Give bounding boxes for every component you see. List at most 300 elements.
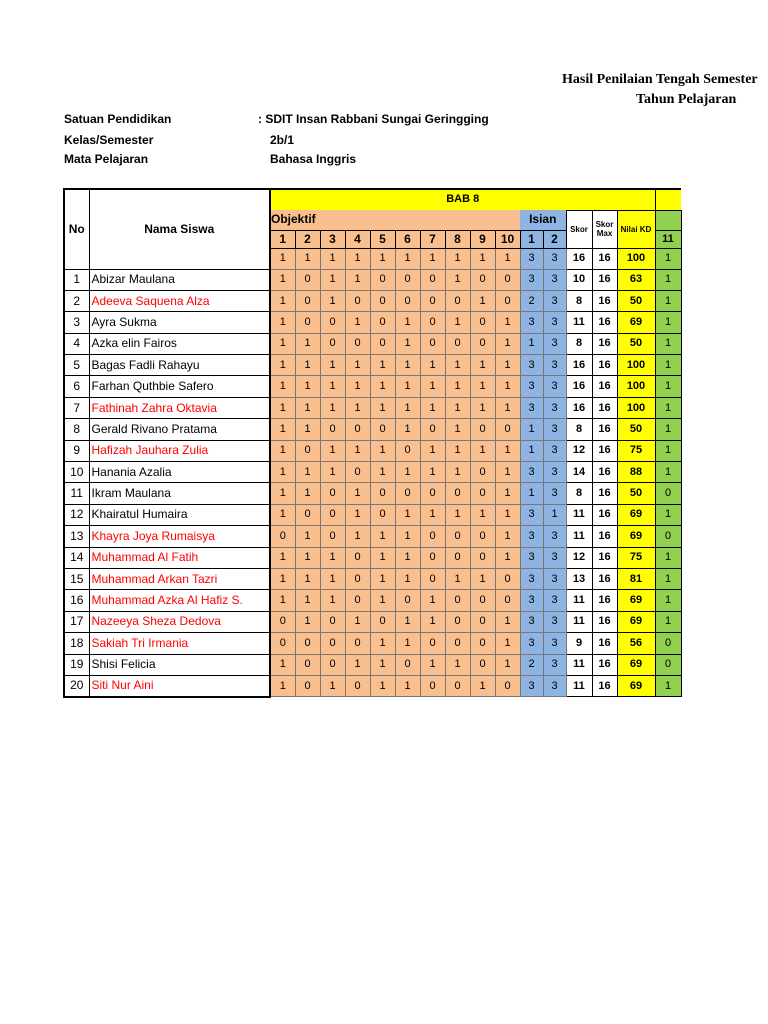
objektif-number: 2 bbox=[295, 230, 320, 248]
skor-total: 10 bbox=[566, 269, 592, 290]
objektif-score: 1 bbox=[345, 269, 370, 290]
extra-score: 1 bbox=[655, 333, 681, 354]
objektif-score: 0 bbox=[445, 290, 470, 311]
objektif-score: 0 bbox=[420, 419, 445, 440]
table-row bbox=[64, 654, 681, 675]
objektif-score: 1 bbox=[370, 654, 395, 675]
extra-score: 1 bbox=[655, 675, 681, 696]
objektif-score: 1 bbox=[370, 355, 395, 376]
header-extra-top bbox=[655, 210, 681, 230]
skor-max: 16 bbox=[592, 590, 617, 611]
isian-score: 3 bbox=[543, 462, 566, 483]
objektif-score: 0 bbox=[470, 526, 495, 547]
extra-score: 1 bbox=[655, 376, 681, 397]
key-objektif-cell: 1 bbox=[345, 248, 370, 269]
objektif-score: 0 bbox=[295, 312, 320, 333]
skor-total: 11 bbox=[566, 526, 592, 547]
skor-total: 8 bbox=[566, 419, 592, 440]
objektif-score: 1 bbox=[420, 440, 445, 461]
nilai-kd: 69 bbox=[617, 675, 655, 696]
objektif-score: 1 bbox=[470, 675, 495, 696]
nilai-kd: 75 bbox=[617, 547, 655, 568]
objektif-score: 1 bbox=[470, 355, 495, 376]
student-no: 5 bbox=[64, 355, 89, 376]
objektif-score: 0 bbox=[470, 419, 495, 440]
key-objektif-cell: 1 bbox=[420, 248, 445, 269]
objektif-score: 1 bbox=[470, 376, 495, 397]
objektif-score: 1 bbox=[295, 526, 320, 547]
student-no: 20 bbox=[64, 675, 89, 696]
objektif-score: 1 bbox=[270, 269, 295, 290]
student-name: Gerald Rivano Pratama bbox=[89, 419, 270, 440]
objektif-score: 1 bbox=[370, 590, 395, 611]
objektif-score: 1 bbox=[395, 504, 420, 525]
objektif-score: 1 bbox=[270, 675, 295, 696]
isian-number: 2 bbox=[543, 230, 566, 248]
objektif-score: 1 bbox=[320, 590, 345, 611]
skor-max: 16 bbox=[592, 333, 617, 354]
key-objektif-cell: 1 bbox=[370, 248, 395, 269]
objektif-score: 0 bbox=[320, 504, 345, 525]
table-row bbox=[64, 397, 681, 418]
header-skor-max: Skor Max bbox=[592, 210, 617, 248]
table-row bbox=[64, 440, 681, 461]
isian-score: 3 bbox=[520, 504, 543, 525]
objektif-score: 0 bbox=[295, 290, 320, 311]
objektif-score: 1 bbox=[495, 312, 520, 333]
info-label-school: Satuan Pendidikan bbox=[64, 112, 172, 126]
table-row bbox=[64, 547, 681, 568]
objektif-score: 1 bbox=[345, 611, 370, 632]
objektif-score: 1 bbox=[495, 504, 520, 525]
objektif-score: 1 bbox=[395, 568, 420, 589]
objektif-score: 0 bbox=[370, 504, 395, 525]
student-no: 6 bbox=[64, 376, 89, 397]
student-no: 1 bbox=[64, 269, 89, 290]
objektif-score: 1 bbox=[495, 526, 520, 547]
header-no: No bbox=[64, 189, 89, 269]
objektif-score: 0 bbox=[420, 547, 445, 568]
isian-score: 3 bbox=[543, 269, 566, 290]
header-isian: Isian bbox=[520, 210, 566, 230]
objektif-score: 1 bbox=[445, 269, 470, 290]
objektif-score: 1 bbox=[345, 654, 370, 675]
objektif-score: 1 bbox=[395, 333, 420, 354]
student-no: 12 bbox=[64, 504, 89, 525]
objektif-score: 0 bbox=[495, 290, 520, 311]
student-name: Ayra Sukma bbox=[89, 312, 270, 333]
isian-score: 2 bbox=[520, 654, 543, 675]
objektif-score: 1 bbox=[295, 462, 320, 483]
objektif-score: 1 bbox=[320, 290, 345, 311]
objektif-score: 1 bbox=[495, 547, 520, 568]
objektif-score: 1 bbox=[270, 504, 295, 525]
objektif-score: 0 bbox=[470, 611, 495, 632]
objektif-score: 1 bbox=[270, 590, 295, 611]
objektif-score: 1 bbox=[470, 440, 495, 461]
isian-score: 3 bbox=[543, 611, 566, 632]
objektif-score: 1 bbox=[445, 568, 470, 589]
objektif-score: 1 bbox=[395, 419, 420, 440]
objektif-score: 1 bbox=[495, 654, 520, 675]
header-skor: Skor bbox=[566, 210, 592, 248]
student-no: 7 bbox=[64, 397, 89, 418]
extra-score: 1 bbox=[655, 312, 681, 333]
table-row bbox=[64, 419, 681, 440]
objektif-score: 0 bbox=[345, 633, 370, 654]
objektif-score: 0 bbox=[320, 419, 345, 440]
student-no: 9 bbox=[64, 440, 89, 461]
objektif-score: 0 bbox=[470, 269, 495, 290]
objektif-score: 1 bbox=[370, 376, 395, 397]
objektif-score: 1 bbox=[420, 590, 445, 611]
objektif-score: 0 bbox=[495, 419, 520, 440]
extra-score: 0 bbox=[655, 483, 681, 504]
extra-score: 1 bbox=[655, 440, 681, 461]
report-title: Hasil Penilaian Tengah Semester bbox=[562, 72, 758, 87]
extra-score: 1 bbox=[655, 269, 681, 290]
objektif-score: 1 bbox=[320, 269, 345, 290]
objektif-score: 0 bbox=[345, 333, 370, 354]
objektif-score: 1 bbox=[495, 611, 520, 632]
key-objektif-cell: 1 bbox=[470, 248, 495, 269]
objektif-score: 1 bbox=[270, 440, 295, 461]
objektif-score: 0 bbox=[370, 290, 395, 311]
objektif-score: 1 bbox=[395, 312, 420, 333]
objektif-score: 0 bbox=[420, 526, 445, 547]
skor-max: 16 bbox=[592, 526, 617, 547]
objektif-score: 1 bbox=[495, 333, 520, 354]
objektif-score: 1 bbox=[495, 397, 520, 418]
isian-score: 3 bbox=[520, 376, 543, 397]
student-no: 16 bbox=[64, 590, 89, 611]
objektif-score: 0 bbox=[320, 654, 345, 675]
isian-score: 1 bbox=[520, 419, 543, 440]
objektif-score: 1 bbox=[295, 419, 320, 440]
header-bab-extra bbox=[655, 189, 681, 210]
student-name: Bagas Fadli Rahayu bbox=[89, 355, 270, 376]
objektif-score: 1 bbox=[420, 462, 445, 483]
info-label-subject: Mata Pelajaran bbox=[64, 152, 149, 166]
objektif-score: 1 bbox=[345, 483, 370, 504]
student-no: 3 bbox=[64, 312, 89, 333]
key-objektif-cell: 1 bbox=[320, 248, 345, 269]
isian-score: 3 bbox=[520, 269, 543, 290]
skor-max: 16 bbox=[592, 290, 617, 311]
objektif-score: 1 bbox=[320, 397, 345, 418]
extra-score: 0 bbox=[655, 654, 681, 675]
objektif-score: 0 bbox=[470, 333, 495, 354]
student-no: 17 bbox=[64, 611, 89, 632]
nilai-kd: 100 bbox=[617, 355, 655, 376]
objektif-score: 1 bbox=[345, 355, 370, 376]
objektif-score: 0 bbox=[495, 568, 520, 589]
student-name: Muhammad Azka Al Hafiz S. bbox=[89, 590, 270, 611]
objektif-score: 1 bbox=[345, 376, 370, 397]
student-name: Shisi Felicia bbox=[89, 654, 270, 675]
isian-score: 3 bbox=[520, 568, 543, 589]
key-extra: 1 bbox=[655, 248, 681, 269]
skor-max: 16 bbox=[592, 568, 617, 589]
objektif-score: 1 bbox=[295, 568, 320, 589]
student-no: 15 bbox=[64, 568, 89, 589]
objektif-score: 1 bbox=[270, 376, 295, 397]
objektif-score: 1 bbox=[270, 568, 295, 589]
info-value-subject: Bahasa Inggris bbox=[270, 152, 357, 166]
objektif-score: 1 bbox=[295, 376, 320, 397]
student-name: Muhammad Arkan Tazri bbox=[89, 568, 270, 589]
table-row bbox=[64, 483, 681, 504]
student-no: 13 bbox=[64, 526, 89, 547]
nilai-kd: 50 bbox=[617, 483, 655, 504]
grade-table bbox=[63, 188, 682, 698]
skor-max: 16 bbox=[592, 376, 617, 397]
objektif-score: 1 bbox=[295, 483, 320, 504]
objektif-score: 0 bbox=[445, 333, 470, 354]
objektif-score: 0 bbox=[445, 611, 470, 632]
objektif-score: 0 bbox=[295, 269, 320, 290]
objektif-score: 1 bbox=[395, 526, 420, 547]
objektif-number: 4 bbox=[345, 230, 370, 248]
student-no: 11 bbox=[64, 483, 89, 504]
skor-max: 16 bbox=[592, 547, 617, 568]
objektif-score: 0 bbox=[320, 312, 345, 333]
objektif-score: 1 bbox=[270, 355, 295, 376]
objektif-score: 0 bbox=[395, 290, 420, 311]
objektif-score: 1 bbox=[295, 611, 320, 632]
extra-score: 1 bbox=[655, 611, 681, 632]
objektif-score: 0 bbox=[320, 526, 345, 547]
extra-score: 1 bbox=[655, 419, 681, 440]
objektif-score: 1 bbox=[270, 654, 295, 675]
table-row bbox=[64, 504, 681, 525]
objektif-score: 1 bbox=[470, 290, 495, 311]
objektif-score: 1 bbox=[345, 440, 370, 461]
skor-total: 11 bbox=[566, 675, 592, 696]
objektif-number: 10 bbox=[495, 230, 520, 248]
objektif-score: 0 bbox=[345, 590, 370, 611]
objektif-score: 0 bbox=[445, 633, 470, 654]
objektif-score: 1 bbox=[395, 611, 420, 632]
isian-score: 3 bbox=[543, 419, 566, 440]
table-row bbox=[64, 568, 681, 589]
objektif-score: 1 bbox=[495, 376, 520, 397]
objektif-score: 1 bbox=[320, 376, 345, 397]
objektif-score: 1 bbox=[320, 462, 345, 483]
nilai-kd: 88 bbox=[617, 462, 655, 483]
objektif-score: 0 bbox=[420, 333, 445, 354]
skor-total: 11 bbox=[566, 611, 592, 632]
key-objektif-cell: 1 bbox=[445, 248, 470, 269]
objektif-score: 1 bbox=[495, 355, 520, 376]
skor-max: 16 bbox=[592, 462, 617, 483]
student-name: Muhammad Al Fatih bbox=[89, 547, 270, 568]
isian-score: 3 bbox=[543, 376, 566, 397]
objektif-score: 1 bbox=[470, 397, 495, 418]
skor-total: 11 bbox=[566, 312, 592, 333]
key-skor-max: 16 bbox=[592, 248, 617, 269]
extra-score: 0 bbox=[655, 633, 681, 654]
objektif-score: 1 bbox=[345, 504, 370, 525]
objektif-score: 1 bbox=[370, 633, 395, 654]
table-row bbox=[64, 333, 681, 354]
objektif-score: 0 bbox=[395, 483, 420, 504]
objektif-score: 1 bbox=[420, 355, 445, 376]
objektif-score: 0 bbox=[470, 590, 495, 611]
objektif-score: 1 bbox=[295, 333, 320, 354]
objektif-score: 0 bbox=[345, 675, 370, 696]
isian-score: 3 bbox=[520, 590, 543, 611]
objektif-score: 1 bbox=[395, 547, 420, 568]
objektif-score: 1 bbox=[495, 483, 520, 504]
objektif-score: 0 bbox=[420, 675, 445, 696]
isian-score: 3 bbox=[543, 654, 566, 675]
objektif-score: 1 bbox=[320, 675, 345, 696]
skor-total: 12 bbox=[566, 440, 592, 461]
objektif-score: 0 bbox=[370, 312, 395, 333]
objektif-score: 0 bbox=[495, 269, 520, 290]
skor-total: 16 bbox=[566, 376, 592, 397]
objektif-score: 1 bbox=[370, 397, 395, 418]
isian-score: 1 bbox=[520, 483, 543, 504]
objektif-score: 1 bbox=[270, 483, 295, 504]
nilai-kd: 69 bbox=[617, 504, 655, 525]
skor-max: 16 bbox=[592, 675, 617, 696]
objektif-score: 1 bbox=[395, 397, 420, 418]
objektif-score: 1 bbox=[345, 312, 370, 333]
isian-score: 3 bbox=[520, 312, 543, 333]
objektif-score: 0 bbox=[445, 526, 470, 547]
objektif-score: 1 bbox=[445, 654, 470, 675]
objektif-score: 1 bbox=[295, 547, 320, 568]
objektif-score: 1 bbox=[420, 611, 445, 632]
objektif-number: 1 bbox=[270, 230, 295, 248]
nilai-kd: 69 bbox=[617, 312, 655, 333]
student-no: 10 bbox=[64, 462, 89, 483]
objektif-score: 0 bbox=[420, 269, 445, 290]
objektif-score: 1 bbox=[445, 462, 470, 483]
objektif-score: 0 bbox=[370, 419, 395, 440]
objektif-score: 0 bbox=[270, 633, 295, 654]
objektif-score: 1 bbox=[270, 312, 295, 333]
table-row bbox=[64, 590, 681, 611]
objektif-score: 0 bbox=[470, 462, 495, 483]
nilai-kd: 100 bbox=[617, 397, 655, 418]
extra-score: 1 bbox=[655, 290, 681, 311]
isian-score: 3 bbox=[520, 547, 543, 568]
objektif-score: 0 bbox=[345, 419, 370, 440]
student-name: Khairatul Humaira bbox=[89, 504, 270, 525]
student-name: Hafizah Jauhara Zulia bbox=[89, 440, 270, 461]
isian-score: 3 bbox=[543, 547, 566, 568]
key-objektif-cell: 1 bbox=[295, 248, 320, 269]
student-no: 8 bbox=[64, 419, 89, 440]
skor-max: 16 bbox=[592, 611, 617, 632]
student-name: Farhan Quthbie Safero bbox=[89, 376, 270, 397]
objektif-score: 0 bbox=[420, 312, 445, 333]
objektif-score: 1 bbox=[495, 440, 520, 461]
objektif-score: 0 bbox=[295, 654, 320, 675]
isian-score: 1 bbox=[543, 504, 566, 525]
objektif-score: 1 bbox=[270, 419, 295, 440]
objektif-score: 0 bbox=[495, 675, 520, 696]
objektif-number: 5 bbox=[370, 230, 395, 248]
objektif-score: 0 bbox=[345, 547, 370, 568]
skor-total: 16 bbox=[566, 397, 592, 418]
extra-score: 1 bbox=[655, 504, 681, 525]
objektif-score: 0 bbox=[445, 483, 470, 504]
student-name: Ikram Maulana bbox=[89, 483, 270, 504]
isian-score: 3 bbox=[520, 675, 543, 696]
isian-score: 3 bbox=[520, 462, 543, 483]
objektif-score: 0 bbox=[370, 483, 395, 504]
objektif-score: 0 bbox=[320, 333, 345, 354]
objektif-score: 0 bbox=[445, 590, 470, 611]
isian-score: 3 bbox=[543, 355, 566, 376]
objektif-score: 1 bbox=[445, 355, 470, 376]
extra-score: 0 bbox=[655, 526, 681, 547]
objektif-score: 1 bbox=[270, 333, 295, 354]
objektif-score: 0 bbox=[495, 590, 520, 611]
key-nilai: 100 bbox=[617, 248, 655, 269]
objektif-score: 0 bbox=[395, 590, 420, 611]
skor-max: 16 bbox=[592, 419, 617, 440]
objektif-number: 3 bbox=[320, 230, 345, 248]
student-no: 18 bbox=[64, 633, 89, 654]
objektif-score: 0 bbox=[470, 483, 495, 504]
table-row bbox=[64, 376, 681, 397]
isian-score: 1 bbox=[520, 440, 543, 461]
header-bab: BAB 8 bbox=[270, 189, 655, 210]
objektif-score: 0 bbox=[420, 290, 445, 311]
objektif-score: 1 bbox=[445, 397, 470, 418]
objektif-score: 1 bbox=[395, 675, 420, 696]
objektif-score: 1 bbox=[420, 397, 445, 418]
objektif-score: 1 bbox=[320, 568, 345, 589]
objektif-score: 1 bbox=[270, 462, 295, 483]
isian-score: 3 bbox=[543, 526, 566, 547]
skor-total: 12 bbox=[566, 547, 592, 568]
student-name: Fathinah Zahra Oktavia bbox=[89, 397, 270, 418]
nilai-kd: 69 bbox=[617, 526, 655, 547]
isian-score: 3 bbox=[520, 355, 543, 376]
objektif-score: 0 bbox=[370, 269, 395, 290]
nilai-kd: 50 bbox=[617, 333, 655, 354]
key-objektif-cell: 1 bbox=[270, 248, 295, 269]
key-skor: 16 bbox=[566, 248, 592, 269]
objektif-score: 0 bbox=[470, 312, 495, 333]
objektif-score: 0 bbox=[295, 504, 320, 525]
objektif-score: 1 bbox=[345, 526, 370, 547]
student-no: 14 bbox=[64, 547, 89, 568]
objektif-score: 1 bbox=[495, 633, 520, 654]
skor-max: 16 bbox=[592, 355, 617, 376]
skor-max: 16 bbox=[592, 440, 617, 461]
objektif-score: 0 bbox=[295, 675, 320, 696]
isian-score: 3 bbox=[543, 290, 566, 311]
skor-total: 8 bbox=[566, 333, 592, 354]
header-name: Nama Siswa bbox=[89, 189, 270, 269]
objektif-score: 1 bbox=[445, 504, 470, 525]
objektif-score: 1 bbox=[420, 654, 445, 675]
objektif-score: 1 bbox=[395, 355, 420, 376]
skor-total: 13 bbox=[566, 568, 592, 589]
objektif-score: 1 bbox=[420, 376, 445, 397]
skor-max: 16 bbox=[592, 654, 617, 675]
student-name: Adeeva Saquena Alza bbox=[89, 290, 270, 311]
objektif-score: 0 bbox=[320, 483, 345, 504]
objektif-score: 0 bbox=[395, 269, 420, 290]
